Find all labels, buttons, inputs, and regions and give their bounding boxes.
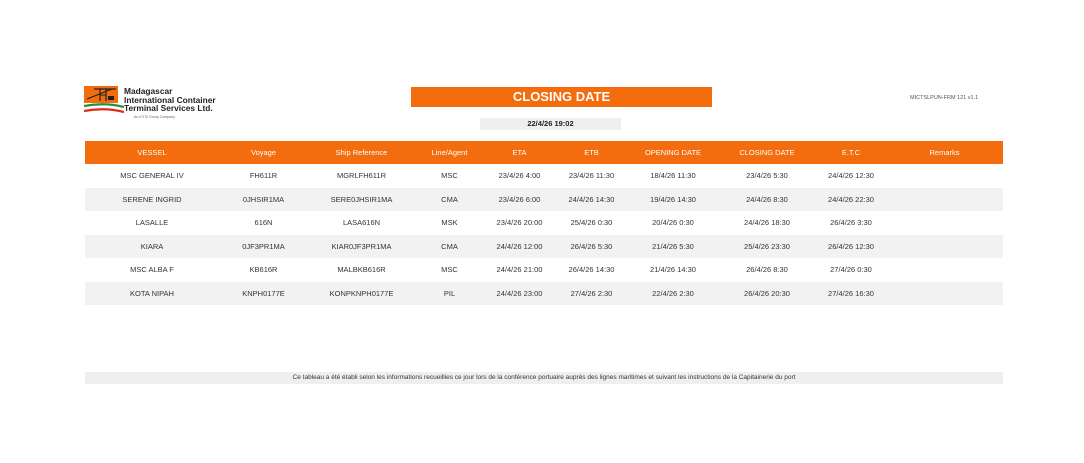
cell-remarks — [886, 211, 1003, 235]
company-name-line-2: International Container — [124, 94, 216, 105]
cell-voyage: 0JHSIR1MA — [219, 188, 308, 212]
cell-line-agent: PIL — [415, 282, 484, 306]
page-title: CLOSING DATE — [411, 87, 712, 107]
table-row — [85, 258, 1003, 282]
cell-remarks — [886, 258, 1003, 282]
crane-logo-icon — [84, 86, 124, 116]
cell-line-agent: CMA — [415, 235, 484, 259]
table-row — [85, 282, 1003, 306]
cell-closing-date: 26/4/26 8:30 — [746, 265, 788, 275]
cell-etc: 24/4/26 22:30 — [816, 188, 886, 212]
company-logo — [84, 86, 234, 122]
report-date: 22/4/26 19:02 — [480, 118, 621, 130]
cell-eta: 23/4/26 20:00 — [496, 218, 543, 228]
cell-voyage: FH611R — [249, 171, 278, 181]
cell-opening-date: 21/4/26 5:30 — [628, 235, 718, 259]
cell-voyage: 0JF3PR1MA — [219, 235, 308, 259]
cell-remarks — [886, 282, 1003, 306]
cell-vessel: MSC ALBA F — [130, 265, 174, 275]
cell-eta: 23/4/26 4:00 — [498, 171, 541, 181]
company-name-line-1: Madagascar — [124, 86, 173, 96]
table-header-row — [85, 141, 1003, 164]
cell-opening-date: 22/4/26 2:30 — [628, 282, 718, 306]
cell-vessel: SERENE INGRID — [85, 188, 219, 212]
company-name-line-3: Terminal Services Ltd. — [124, 103, 213, 114]
cell-ship-reference: LASA616N — [342, 218, 381, 228]
cell-opening-date: 21/4/26 14:30 — [650, 265, 696, 275]
cell-etb: 26/4/26 5:30 — [555, 235, 628, 259]
cell-remarks — [886, 164, 1003, 188]
cell-closing-date: 26/4/26 20:30 — [718, 282, 816, 306]
cell-vessel: KOTA NIPAH — [85, 282, 219, 306]
cell-eta: 24/4/26 21:00 — [496, 265, 543, 275]
column-header-closing-date: CLOSING DATE — [718, 141, 816, 164]
cell-eta: 23/4/26 6:00 — [484, 188, 555, 212]
cell-remarks — [886, 188, 1003, 212]
cell-opening-date: 18/4/26 11:30 — [650, 171, 696, 181]
cell-remarks — [886, 235, 1003, 259]
cell-etb: 26/4/26 14:30 — [568, 265, 615, 275]
cell-etb: 27/4/26 2:30 — [555, 282, 628, 306]
closing-date-table — [85, 141, 1003, 305]
cell-voyage: KB616R — [249, 265, 278, 275]
column-header-etb: ETB — [555, 141, 628, 164]
cell-ship-reference: MALBKB616R — [337, 265, 386, 275]
cell-etb: 23/4/26 11:30 — [568, 171, 615, 181]
cell-ship-reference: KONPKNPH0177E — [308, 282, 415, 306]
company-name — [124, 87, 216, 113]
column-header-etc: E.T.C — [816, 141, 886, 164]
cell-closing-date: 25/4/26 23:30 — [718, 235, 816, 259]
column-header-remarks: Remarks — [886, 141, 1003, 164]
cell-etc: 26/4/26 3:30 — [830, 218, 872, 228]
cell-voyage: KNPH0177E — [219, 282, 308, 306]
cell-line-agent: CMA — [415, 188, 484, 212]
cell-etc: 27/4/26 0:30 — [830, 265, 872, 275]
cell-eta: 24/4/26 12:00 — [484, 235, 555, 259]
cell-closing-date: 24/4/26 18:30 — [744, 218, 790, 228]
cell-line-agent: MSK — [441, 218, 458, 228]
table-row — [85, 211, 1003, 235]
column-header-voyage: Voyage — [219, 141, 308, 164]
cell-opening-date: 20/4/26 0:30 — [652, 218, 694, 228]
cell-ship-reference: MGRLFH611R — [336, 171, 387, 181]
cell-etb: 25/4/26 0:30 — [570, 218, 613, 228]
cell-opening-date: 19/4/26 14:30 — [628, 188, 718, 212]
cell-closing-date: 24/4/26 8:30 — [718, 188, 816, 212]
cell-line-agent: MSC — [441, 265, 458, 275]
table-row — [85, 164, 1003, 188]
cell-etb: 24/4/26 14:30 — [555, 188, 628, 212]
cell-etc: 27/4/26 16:30 — [816, 282, 886, 306]
table-row — [85, 188, 1003, 212]
cell-ship-reference: KIAR0JF3PR1MA — [308, 235, 415, 259]
cell-etc: 26/4/26 12:30 — [816, 235, 886, 259]
column-header-eta: ETA — [484, 141, 555, 164]
column-header-ship-reference: Ship Reference — [308, 141, 415, 164]
company-tagline: An ICTSI Group Company — [134, 115, 175, 119]
column-header-line-agent: Line/Agent — [415, 141, 484, 164]
cell-ship-reference: SERE0JHSIR1MA — [308, 188, 415, 212]
cell-line-agent: MSC — [441, 171, 458, 181]
cell-voyage: 616N — [254, 218, 273, 228]
cell-closing-date: 23/4/26 5:30 — [746, 171, 788, 181]
table-row — [85, 235, 1003, 259]
cell-etc: 24/4/26 12:30 — [828, 171, 874, 181]
cell-vessel: LASALLE — [135, 218, 169, 228]
column-header-vessel: VESSEL — [85, 141, 219, 164]
cell-vessel: KIARA — [85, 235, 219, 259]
cell-eta: 24/4/26 23:00 — [484, 282, 555, 306]
form-code: MICTSLPUN-FRM 121 v1.1 — [910, 95, 979, 101]
footer-note: Ce tableau a été établi selon les informations recueillies ce jour lors de la conférence portuaire auprès des lignes maritimes et suivant les instructions de la Capitainerie du port — [85, 372, 1003, 384]
column-header-opening-date: OPENING DATE — [628, 141, 718, 164]
cell-vessel: MSC GENERAL IV — [120, 171, 184, 181]
